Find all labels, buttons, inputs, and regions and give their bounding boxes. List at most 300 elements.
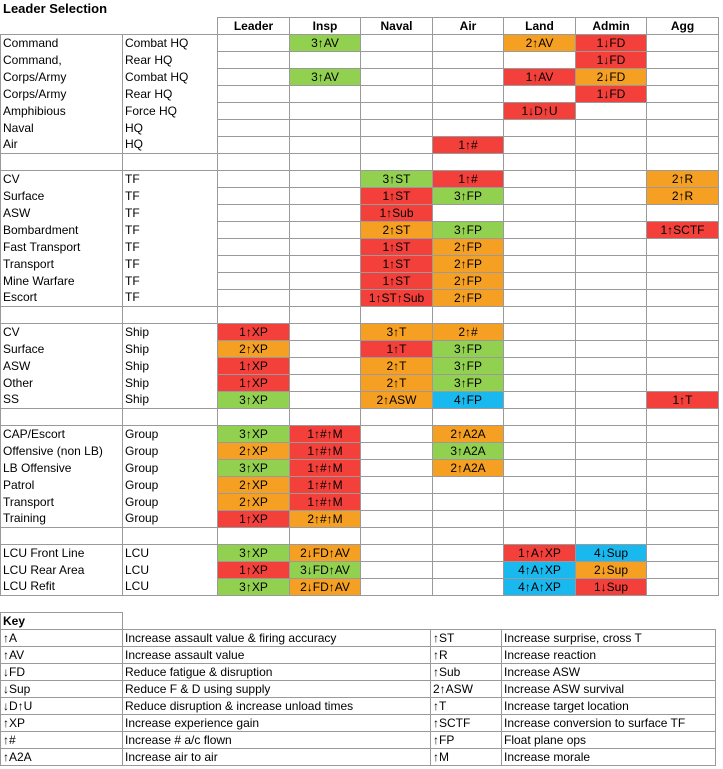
table-row [1, 239, 719, 256]
spacer-cell [218, 154, 290, 171]
admin-cell [576, 290, 647, 307]
row-name: Transport [1, 494, 123, 511]
row-name: Other [1, 375, 123, 392]
key-row [1, 664, 716, 681]
land-cell: 4↑A↑XP [504, 562, 576, 579]
naval-cell: 1↑ST [361, 239, 433, 256]
admin-cell [576, 256, 647, 273]
leader-cell [218, 52, 290, 69]
key-description: Float plane ops [502, 732, 716, 749]
leader-selection-table [0, 17, 719, 596]
row-type: Group [123, 494, 218, 511]
row-name: LB Offensive [1, 460, 123, 477]
insp-cell: 2↓FD↑AV [290, 579, 361, 596]
insp-cell [290, 239, 361, 256]
row-type: Ship [123, 324, 218, 341]
air-cell [433, 69, 504, 86]
key-row [1, 647, 716, 664]
leader-cell: 2↑XP [218, 477, 290, 494]
land-cell [504, 392, 576, 409]
row-type: Group [123, 477, 218, 494]
admin-cell [576, 171, 647, 188]
row-name: LCU Rear Area [1, 562, 123, 579]
row-type: Group [123, 511, 218, 528]
insp-cell: 2↑#↑M [290, 511, 361, 528]
spacer-cell [504, 154, 576, 171]
naval-cell: 1↑Sub [361, 205, 433, 222]
naval-cell [361, 545, 433, 562]
insp-cell: 1↑#↑M [290, 443, 361, 460]
key-description: Increase morale [502, 749, 716, 766]
table-row [1, 460, 719, 477]
leader-cell [218, 35, 290, 52]
air-cell [433, 103, 504, 120]
spacer-cell [647, 528, 719, 545]
spacer-cell [290, 307, 361, 324]
spacer-cell [123, 307, 218, 324]
agg-cell [647, 358, 719, 375]
row-type: Combat HQ [123, 35, 218, 52]
leader-cell: 2↑XP [218, 341, 290, 358]
agg-cell [647, 375, 719, 392]
table-row [1, 290, 719, 307]
row-type: Combat HQ [123, 69, 218, 86]
agg-cell [647, 545, 719, 562]
air-cell: 4↑FP [433, 392, 504, 409]
agg-cell [647, 477, 719, 494]
insp-cell: 3↑AV [290, 69, 361, 86]
key-symbol: ↑XP [1, 715, 123, 732]
row-name: Surface [1, 341, 123, 358]
air-cell: 2↑FP [433, 239, 504, 256]
table-row [1, 341, 719, 358]
table-row [1, 69, 719, 86]
agg-cell: 2↑R [647, 188, 719, 205]
leader-cell [218, 69, 290, 86]
spacer-cell [576, 154, 647, 171]
spacer-cell [290, 409, 361, 426]
spacer-cell [361, 528, 433, 545]
key-row [1, 732, 716, 749]
leader-cell [218, 290, 290, 307]
air-cell [433, 494, 504, 511]
insp-cell [290, 86, 361, 103]
row-type: LCU [123, 579, 218, 596]
spacer-cell [218, 307, 290, 324]
admin-cell: 1↓FD [576, 35, 647, 52]
naval-cell [361, 69, 433, 86]
table-row [1, 171, 719, 188]
air-cell [433, 477, 504, 494]
spacer-cell [647, 154, 719, 171]
row-name: Air [1, 137, 123, 154]
insp-cell [290, 171, 361, 188]
row-type: Ship [123, 358, 218, 375]
row-name: Naval [1, 120, 123, 137]
air-cell: 3↑FP [433, 341, 504, 358]
leader-cell: 3↑XP [218, 426, 290, 443]
spacer-row [1, 528, 719, 545]
key-description: Increase air to air [123, 749, 431, 766]
air-cell [433, 86, 504, 103]
row-type: Rear HQ [123, 52, 218, 69]
key-symbol: ↑# [1, 732, 123, 749]
admin-cell: 1↓Sup [576, 579, 647, 596]
table-row [1, 358, 719, 375]
land-cell: 1↓D↑U [504, 103, 576, 120]
land-cell: 4↑A↑XP [504, 579, 576, 596]
agg-cell [647, 120, 719, 137]
row-type: TF [123, 239, 218, 256]
agg-cell [647, 52, 719, 69]
land-cell [504, 222, 576, 239]
leader-cell: 3↑XP [218, 545, 290, 562]
key-description: Increase # a/c flown [123, 732, 431, 749]
agg-cell [647, 426, 719, 443]
naval-cell [361, 120, 433, 137]
agg-cell [647, 494, 719, 511]
admin-cell [576, 103, 647, 120]
row-name: ASW [1, 205, 123, 222]
key-description: Increase target location [502, 698, 716, 715]
admin-cell: 2↓FD [576, 69, 647, 86]
table-row [1, 120, 719, 137]
key-symbol: ↑Sub [431, 664, 502, 681]
agg-cell [647, 460, 719, 477]
leader-cell [218, 137, 290, 154]
spacer-cell [647, 409, 719, 426]
insp-cell: 1↑#↑M [290, 494, 361, 511]
land-cell [504, 460, 576, 477]
row-type: Group [123, 460, 218, 477]
spacer-cell [1, 409, 123, 426]
spacer-cell [361, 409, 433, 426]
insp-cell [290, 290, 361, 307]
row-type: TF [123, 290, 218, 307]
leader-cell: 3↑XP [218, 392, 290, 409]
air-cell: 3↑FP [433, 188, 504, 205]
spacer-cell [361, 307, 433, 324]
land-cell [504, 477, 576, 494]
page-title: Leader Selection [3, 1, 108, 16]
agg-cell: 1↑T [647, 392, 719, 409]
agg-cell [647, 579, 719, 596]
air-cell [433, 35, 504, 52]
row-name: ASW [1, 358, 123, 375]
key-description: Reduce disruption & increase unload times [123, 698, 431, 715]
spacer-cell [123, 528, 218, 545]
admin-cell [576, 358, 647, 375]
key-symbol: ↑R [431, 647, 502, 664]
admin-cell [576, 426, 647, 443]
land-cell [504, 205, 576, 222]
naval-cell: 1↑ST [361, 188, 433, 205]
leader-cell: 2↑XP [218, 443, 290, 460]
row-name: Offensive (non LB) [1, 443, 123, 460]
key-title-row [1, 613, 716, 630]
insp-cell [290, 358, 361, 375]
agg-cell [647, 273, 719, 290]
row-type: LCU [123, 562, 218, 579]
insp-cell: 1↑#↑M [290, 460, 361, 477]
column-header-admin: Admin [576, 18, 647, 35]
row-name: Patrol [1, 477, 123, 494]
key-symbol: ↓Sup [1, 681, 123, 698]
key-symbol: ↓FD [1, 664, 123, 681]
admin-cell [576, 460, 647, 477]
row-type: TF [123, 188, 218, 205]
table-row [1, 511, 719, 528]
naval-cell: 3↑ST [361, 171, 433, 188]
table-row [1, 426, 719, 443]
row-type: Ship [123, 375, 218, 392]
agg-cell [647, 137, 719, 154]
agg-cell [647, 341, 719, 358]
naval-cell [361, 511, 433, 528]
table-row [1, 375, 719, 392]
agg-cell [647, 324, 719, 341]
insp-cell [290, 120, 361, 137]
admin-cell: 1↓FD [576, 52, 647, 69]
row-name: Bombardment [1, 222, 123, 239]
air-cell [433, 120, 504, 137]
table-row [1, 579, 719, 596]
agg-cell [647, 239, 719, 256]
land-cell [504, 120, 576, 137]
air-cell: 2↑A2A [433, 426, 504, 443]
agg-cell [647, 562, 719, 579]
air-cell [433, 52, 504, 69]
table-row [1, 256, 719, 273]
insp-cell: 1↑#↑M [290, 426, 361, 443]
land-cell [504, 341, 576, 358]
admin-cell [576, 375, 647, 392]
key-description: Increase assault value [123, 647, 431, 664]
insp-cell [290, 188, 361, 205]
key-symbol: ↑A [1, 630, 123, 647]
key-symbol: ↑AV [1, 647, 123, 664]
row-type: TF [123, 222, 218, 239]
row-type: Group [123, 426, 218, 443]
admin-cell [576, 494, 647, 511]
key-description: Increase ASW [502, 664, 716, 681]
spacer-cell [1, 528, 123, 545]
leader-cell: 1↑XP [218, 324, 290, 341]
key-description: Increase assault value & firing accuracy [123, 630, 431, 647]
air-cell: 3↑FP [433, 375, 504, 392]
row-name: Corps/Army [1, 86, 123, 103]
naval-cell: 1↑ST [361, 273, 433, 290]
row-type: TF [123, 171, 218, 188]
table-row [1, 273, 719, 290]
spacer-cell [290, 154, 361, 171]
land-cell [504, 290, 576, 307]
naval-cell [361, 86, 433, 103]
air-cell: 2↑FP [433, 273, 504, 290]
leader-cell: 1↑XP [218, 562, 290, 579]
table-row [1, 205, 719, 222]
row-name: Command [1, 35, 123, 52]
air-cell: 2↑FP [433, 290, 504, 307]
key-description: Increase ASW survival [502, 681, 716, 698]
insp-cell: 3↓FD↑AV [290, 562, 361, 579]
spacer-cell [218, 528, 290, 545]
leader-cell [218, 120, 290, 137]
admin-cell [576, 392, 647, 409]
table-row [1, 545, 719, 562]
admin-cell [576, 511, 647, 528]
spacer-cell [433, 528, 504, 545]
key-symbol: ↓D↑U [1, 698, 123, 715]
spacer-cell [290, 528, 361, 545]
insp-cell: 2↓FD↑AV [290, 545, 361, 562]
leader-cell: 1↑XP [218, 358, 290, 375]
naval-cell [361, 35, 433, 52]
land-cell [504, 52, 576, 69]
row-name: Fast Transport [1, 239, 123, 256]
key-symbol: ↑A2A [1, 749, 123, 766]
insp-cell: 3↑AV [290, 35, 361, 52]
key-description: Increase conversion to surface TF [502, 715, 716, 732]
column-header-agg: Agg [647, 18, 719, 35]
table-row [1, 103, 719, 120]
admin-cell [576, 239, 647, 256]
table-row [1, 443, 719, 460]
agg-cell [647, 35, 719, 52]
row-type: TF [123, 205, 218, 222]
agg-cell [647, 86, 719, 103]
key-description: Reduce fatigue & disruption [123, 664, 431, 681]
admin-cell [576, 341, 647, 358]
air-cell [433, 545, 504, 562]
naval-cell [361, 460, 433, 477]
key-description: Increase experience gain [123, 715, 431, 732]
admin-cell [576, 273, 647, 290]
row-name: Mine Warfare [1, 273, 123, 290]
leader-cell: 1↑XP [218, 375, 290, 392]
naval-cell [361, 443, 433, 460]
spacer-cell [504, 528, 576, 545]
admin-cell: 4↓Sup [576, 545, 647, 562]
spacer-cell [647, 307, 719, 324]
spacer-cell [433, 409, 504, 426]
leader-cell: 2↑XP [218, 494, 290, 511]
agg-cell [647, 69, 719, 86]
naval-cell [361, 103, 433, 120]
key-blank-cell [123, 613, 716, 630]
row-type: TF [123, 256, 218, 273]
column-header-land: Land [504, 18, 576, 35]
key-row [1, 630, 716, 647]
table-row [1, 477, 719, 494]
air-cell [433, 511, 504, 528]
column-header-naval: Naval [361, 18, 433, 35]
spacer-cell [576, 409, 647, 426]
insp-cell: 1↑#↑M [290, 477, 361, 494]
key-symbol: ↑T [431, 698, 502, 715]
table-row [1, 137, 719, 154]
spacer-cell [504, 409, 576, 426]
table-row [1, 35, 719, 52]
insp-cell [290, 137, 361, 154]
land-cell [504, 256, 576, 273]
agg-cell [647, 103, 719, 120]
naval-cell [361, 52, 433, 69]
row-name: Corps/Army [1, 69, 123, 86]
spacer-cell [433, 154, 504, 171]
agg-cell [647, 256, 719, 273]
spacer-cell [576, 307, 647, 324]
land-cell [504, 273, 576, 290]
air-cell [433, 562, 504, 579]
admin-cell [576, 188, 647, 205]
row-type: HQ [123, 120, 218, 137]
key-symbol: 2↑ASW [431, 681, 502, 698]
land-cell [504, 375, 576, 392]
agg-cell [647, 443, 719, 460]
row-name: Surface [1, 188, 123, 205]
row-name: LCU Refit [1, 579, 123, 596]
air-cell [433, 205, 504, 222]
naval-cell: 2↑ASW [361, 392, 433, 409]
admin-cell [576, 222, 647, 239]
table-row [1, 562, 719, 579]
admin-cell [576, 477, 647, 494]
naval-cell: 2↑T [361, 375, 433, 392]
key-row [1, 698, 716, 715]
column-header-insp: Insp [290, 18, 361, 35]
land-cell [504, 239, 576, 256]
insp-cell [290, 341, 361, 358]
header-blank-cell [1, 18, 123, 35]
row-type: Group [123, 443, 218, 460]
leader-cell: 3↑XP [218, 579, 290, 596]
column-header-air: Air [433, 18, 504, 35]
leader-cell [218, 205, 290, 222]
row-name: LCU Front Line [1, 545, 123, 562]
naval-cell [361, 494, 433, 511]
leader-cell [218, 103, 290, 120]
header-row [1, 18, 719, 35]
admin-cell [576, 205, 647, 222]
leader-cell [218, 171, 290, 188]
admin-cell [576, 443, 647, 460]
key-description: Reduce F & D using supply [123, 681, 431, 698]
row-name: CAP/Escort [1, 426, 123, 443]
key-title: Key [1, 613, 123, 630]
spacer-row [1, 154, 719, 171]
admin-cell [576, 324, 647, 341]
table-row [1, 494, 719, 511]
land-cell [504, 494, 576, 511]
land-cell: 2↑AV [504, 35, 576, 52]
spacer-cell [433, 307, 504, 324]
header-blank-cell [123, 18, 218, 35]
land-cell [504, 137, 576, 154]
row-name: SS [1, 392, 123, 409]
air-cell: 1↑# [433, 171, 504, 188]
air-cell: 3↑FP [433, 222, 504, 239]
agg-cell [647, 511, 719, 528]
spacer-cell [361, 154, 433, 171]
air-cell: 1↑# [433, 137, 504, 154]
naval-cell: 1↑ST [361, 256, 433, 273]
row-type: HQ [123, 137, 218, 154]
spacer-cell [1, 154, 123, 171]
table-row [1, 52, 719, 69]
agg-cell [647, 290, 719, 307]
leader-cell [218, 86, 290, 103]
